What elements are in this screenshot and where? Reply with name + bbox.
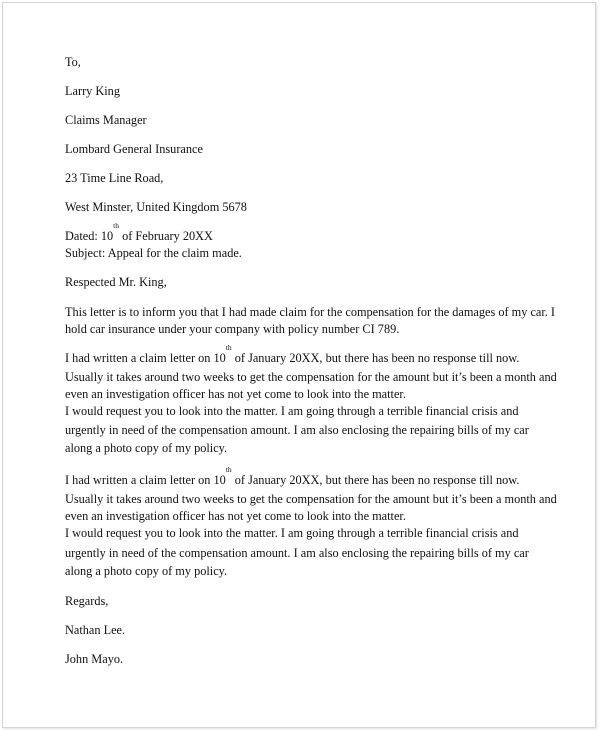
address-line-1: 23 Time Line Road, [65, 171, 164, 185]
to-line: To, [65, 55, 81, 69]
recipient-company: Lombard General Insurance [65, 142, 203, 156]
signature-2: John Mayo. [65, 652, 124, 666]
p2-line1-ordinal: th [225, 465, 232, 474]
paragraph-1-line: urgently in need of the compensation amount. I am also enclosing the repairing bills of my car [65, 423, 529, 437]
paragraph-2-line: urgently in need of the compensation amount. I am also enclosing the repairing bills of my car [65, 546, 529, 560]
p1-line1-ordinal: th [225, 343, 232, 352]
paragraph-2-line: Usually it takes around two weeks to get the compensation for the amount but it’s been a month and [65, 492, 557, 506]
date-prefix: Dated: 10 [65, 229, 114, 243]
paragraph-2-line: along a photo copy of my policy. [65, 564, 228, 578]
p1-line1-suffix: of January 20XX, but there has been no response till now. [231, 351, 520, 365]
paragraph-2-line: even an investigation officer has not yet come to look into the matter. [65, 509, 406, 523]
date-suffix: of February 20XX [119, 229, 213, 243]
paragraph-1-line: I would request you to look into the matter. I am going through a terrible financial crisis and [65, 404, 519, 418]
subject-line: Subject: Appeal for the claim made. [65, 246, 242, 260]
recipient-name: Larry King [65, 84, 120, 98]
signature-1: Nathan Lee. [65, 623, 126, 637]
p2-line1-suffix: of January 20XX, but there has been no response till now. [231, 473, 520, 487]
paragraph-2-line [65, 465, 520, 488]
date-ordinal: th [113, 221, 119, 230]
paragraph-1-line: along a photo copy of my policy. [65, 441, 228, 455]
address-line-2: West Minster, United Kingdom 5678 [65, 200, 247, 214]
intro-line: This letter is to inform you that I had made claim for the compensation for the damages of my car. I [65, 305, 556, 319]
paragraph-1-line: even an investigation officer has not yet come to look into the matter. [65, 387, 406, 401]
greeting: Respected Mr. King, [65, 275, 167, 289]
closing: Regards, [65, 594, 109, 608]
paragraph-1-line: Usually it takes around two weeks to get the compensation for the amount but it’s been a month and [65, 370, 557, 384]
paragraph-2-line: I would request you to look into the matter. I am going through a terrible financial crisis and [65, 526, 519, 540]
recipient-title: Claims Manager [65, 113, 147, 127]
p1-line1-prefix: I had written a claim letter on 10 [65, 351, 226, 365]
paragraph-1-line [65, 343, 520, 366]
date-line [65, 221, 213, 244]
intro-line: hold car insurance under your company with policy number CI 789. [65, 322, 400, 336]
document-page [2, 2, 596, 728]
p2-line1-prefix: I had written a claim letter on 10 [65, 473, 226, 487]
